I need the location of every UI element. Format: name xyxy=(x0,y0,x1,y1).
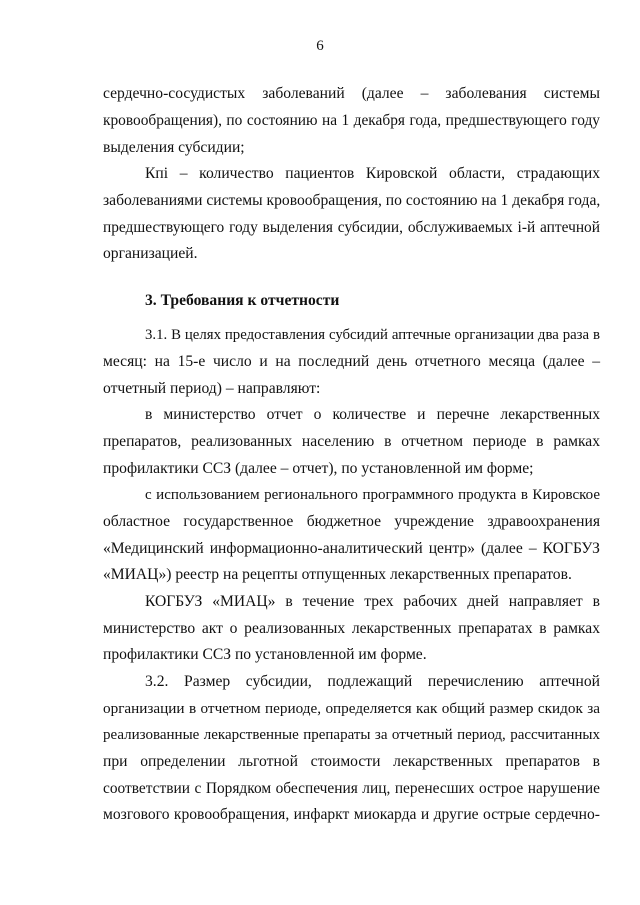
text-line: отчетный период) – направляют: xyxy=(103,380,321,397)
text-line: министерство акт о реализованных лекарственных препаратах в рамках xyxy=(103,620,600,637)
text-line: профилактики ССЗ (далее – отчет), по установленной им форме; xyxy=(103,460,534,477)
text-line: Кпi – количество пациентов Кировской области, страдающих xyxy=(145,165,600,182)
text-line: соответствии с Порядком обеспечения лиц, перенесших острое нарушение xyxy=(103,780,600,797)
text-line: реализованные лекарственные препараты за отчетный период, рассчитанных xyxy=(103,727,600,743)
text-line: профилактики ССЗ по установленной им форме. xyxy=(103,646,427,663)
text-line: «МИАЦ») реестр на рецепты отпущенных лекарственных препаратов. xyxy=(103,566,572,583)
text-line: кровообращения), по состоянию на 1 декабря года, предшествующего году xyxy=(103,112,600,129)
text-line: в министерство отчет о количестве и перечне лекарственных xyxy=(145,406,600,423)
text-line: препаратов, реализованных населению в отчетном периоде в рамках xyxy=(103,433,600,450)
text-line: организации в отчетном периоде, определяется как общий размер скидок за xyxy=(103,700,600,717)
text-line: организацией. xyxy=(103,245,198,262)
text-line: предшествующего году выделения субсидии, обслуживаемых i-й аптечной xyxy=(103,219,600,236)
text-line: выделения субсидии; xyxy=(103,139,245,156)
text-line: 3.1. В целях предоставления субсидий аптечные организации два раза в xyxy=(145,327,600,343)
text-line: при определении льготной стоимости лекарственных препаратов в xyxy=(103,753,600,770)
section-heading: 3. Требования к отчетности xyxy=(145,292,340,309)
text-line: месяц: на 15-е число и на последний день отчетного месяца (далее – xyxy=(103,353,600,370)
text-line: КОГБУЗ «МИАЦ» в течение трех рабочих дней направляет в xyxy=(145,593,600,610)
text-line: мозгового кровообращения, инфаркт миокарда и другие острые сердечно- xyxy=(103,806,600,823)
text-line: заболеваниями системы кровообращения, по состоянию на 1 декабря года, xyxy=(103,192,601,209)
text-line: с использованием регионального программного продукта в Кировское xyxy=(145,487,600,503)
text-line: областное государственное бюджетное учреждение здравоохранения xyxy=(103,513,600,530)
text-line: 3.2. Размер субсидии, подлежащий перечислению аптечной xyxy=(145,673,600,690)
text-line: сердечно-сосудистых заболеваний (далее – заболевания системы xyxy=(103,85,600,102)
text-line: «Медицинский информационно-аналитический центр» (далее – КОГБУЗ xyxy=(103,540,600,557)
page-number: 6 xyxy=(316,38,324,54)
